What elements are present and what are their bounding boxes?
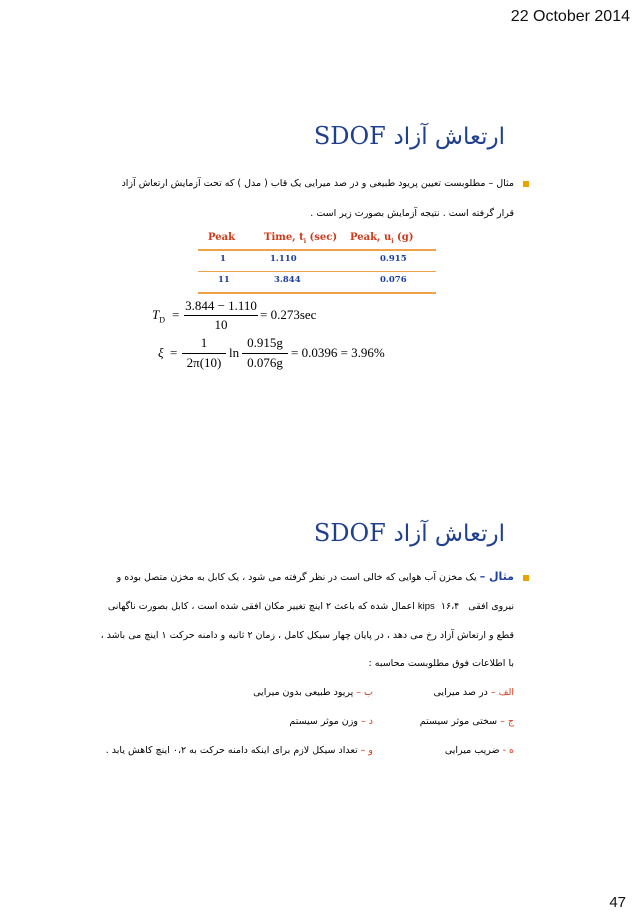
table-header-row bbox=[198, 227, 436, 249]
date-label: 22 October 2014 bbox=[510, 8, 630, 25]
slide2-title-fa: ارتعاش آزاد bbox=[393, 521, 505, 547]
slide2-text-line2: نیروی افقی kips ۱۶،۴ اعمال شده که باعث ۲ اینچ تغییر مکان افقی شده است ، کابل بصورت ناگهانی bbox=[107, 601, 514, 612]
question-item-jim: ج – سختی موثر سیستم bbox=[419, 716, 514, 727]
header-peak-u: Peak, $u_i$ (g) bbox=[350, 232, 414, 245]
slide1-title bbox=[314, 122, 505, 150]
bullet-icon bbox=[523, 181, 529, 187]
question-item-vav: و – تعداد سیکل لازم برای اینکه دامنه حرکت به ۰،۲ اینچ کاهش یابد . bbox=[105, 745, 373, 756]
question-item-alef: الف – در صد میرایی bbox=[433, 687, 514, 698]
page-number: 47 bbox=[609, 894, 626, 911]
formula-period: $T_D$ = 3.844 − 1.110 10 = 0.273sec bbox=[152, 298, 317, 332]
header-time: Time, $t_i$ (sec) bbox=[264, 232, 338, 245]
bullet-icon bbox=[523, 575, 529, 581]
slide1-text-line1: مثال – مطلوبست تعیین پریود طبیعی و در صد میرایی یک قاب ( مدل ) که تحت آزمایش ارتعاش آزاد bbox=[121, 178, 514, 189]
slide2-title bbox=[314, 519, 505, 547]
slide1-title-fa: ارتعاش آزاد bbox=[393, 124, 505, 150]
peak-table bbox=[198, 227, 436, 294]
table-row: 11 3.844 0.076 bbox=[218, 275, 407, 285]
slide2-title-en: SDOF bbox=[313, 519, 386, 547]
question-item-dal: د – وزن موثر سیستم bbox=[289, 716, 373, 727]
table-row: 1 1.110 0.915 bbox=[220, 254, 407, 264]
table-divider bbox=[198, 292, 436, 294]
slide2-text-line4: با اطلاعات فوق مطلوبست محاسبه : bbox=[368, 658, 514, 669]
formula-damping: ξ = 1 2π(10) ln 0.915g 0.076g = 0.0396 = 3.96% bbox=[158, 335, 385, 370]
slide1-text-line2: قرار گرفته است . نتیجه آزمایش بصورت زیر است . bbox=[310, 208, 514, 219]
question-item-he: ه - ضریب میرایی bbox=[444, 745, 514, 756]
slide2-text-line1: مثال – یک مخزن آب هوایی که خالی است در نظر گرفته می شود ، یک کابل به مخزن متصل بوده و bbox=[116, 570, 514, 583]
question-item-be: ب – پریود طبیعی بدون میرایی bbox=[253, 687, 373, 698]
header-peak: Peak bbox=[208, 232, 236, 243]
slide2-text-line3: قطع و ارتعاش آزاد رخ می دهد ، در پایان چهار سیکل کامل ، زمان ۲ ثانیه و دامنه حرکت ۱ اینچ می باشد ، bbox=[100, 630, 514, 641]
slide1-title-en: SDOF bbox=[313, 122, 386, 150]
